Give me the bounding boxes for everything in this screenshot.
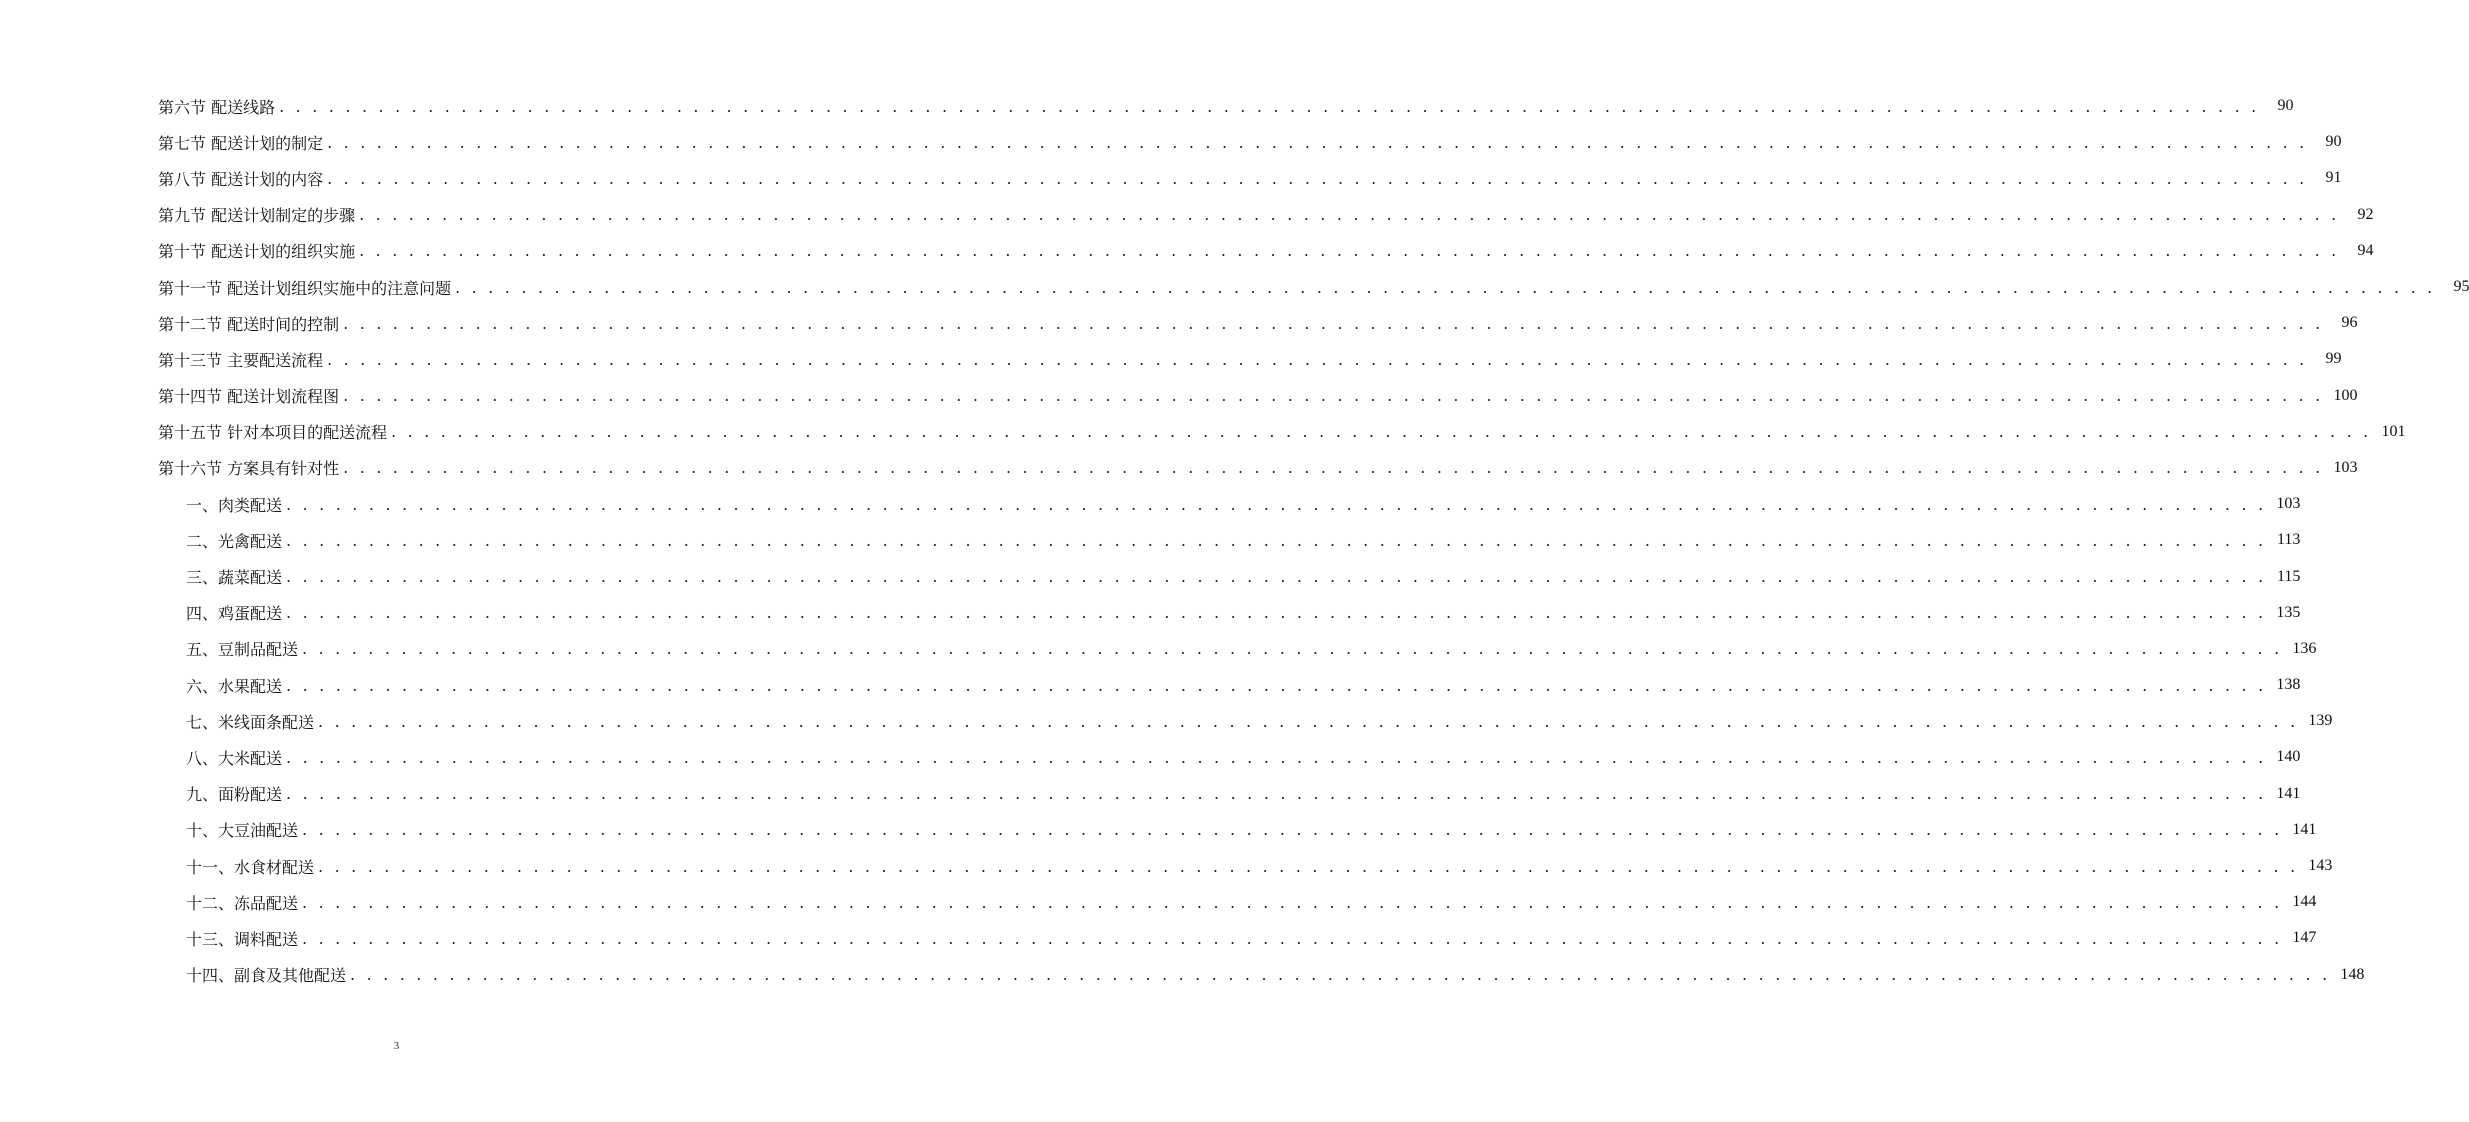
toc-entry-title: 第十五节 针对本项目的配送流程 bbox=[158, 420, 391, 443]
toc-entry[interactable] bbox=[0, 558, 2301, 594]
toc-entry-title: 五、豆制品配送 bbox=[186, 637, 302, 660]
toc-entry-title: 第十二节 配送时间的控制 bbox=[158, 312, 343, 335]
toc-entry[interactable] bbox=[0, 269, 2469, 305]
toc-entry[interactable] bbox=[0, 884, 2317, 920]
toc-entry-page: 147 bbox=[2292, 929, 2317, 947]
toc-leader-dots: . . . . . . . . . . . . . . . . . . . . . . . . . . . . . . . . . . . . . . . . . . . . . . . . . . . . . . . . . . . . . . . . . . . . . . . . . . . . . . . . . . . . . . . . . . . . . . . . . . . . . . . . . . . . . . . . . . . . . . . . bbox=[343, 313, 2324, 333]
toc-entry-page: 103 bbox=[2333, 458, 2358, 476]
toc-entry[interactable] bbox=[0, 378, 2358, 414]
toc-entry[interactable] bbox=[0, 776, 2301, 812]
toc-entry-title: 第八节 配送计划的内容 bbox=[158, 167, 327, 190]
toc-leader-dots: . . . . . . . . . . . . . . . . . . . . . . . . . . . . . . . . . . . . . . . . . . . . . . . . . . . . . . . . . . . . . . . . . . . . . . . . . . . . . . . . . . . . . . . . . . . . . . . . . . . . . . . . . . . . . . . . . . . . . . . . bbox=[318, 711, 2299, 731]
toc-entry-title: 第十四节 配送计划流程图 bbox=[158, 384, 343, 407]
toc-entry-title: 第十一节 配送计划组织实施中的注意问题 bbox=[158, 276, 455, 299]
toc-entry-page: 96 bbox=[2341, 314, 2358, 332]
toc-entry-title: 七、米线面条配送 bbox=[186, 710, 318, 733]
toc-entry[interactable] bbox=[0, 486, 2301, 522]
page-number: 3 bbox=[393, 1040, 400, 1052]
toc-entry[interactable] bbox=[0, 233, 2374, 269]
toc-entry-page: 139 bbox=[2308, 712, 2333, 730]
toc-entry-title: 第十节 配送计划的组织实施 bbox=[158, 239, 359, 262]
toc-entry-title: 第七节 配送计划的制定 bbox=[158, 131, 327, 154]
toc-entry-title: 第九节 配送计划制定的步骤 bbox=[158, 203, 359, 226]
toc-entry-page: 143 bbox=[2308, 857, 2333, 875]
toc-entry-page: 140 bbox=[2276, 748, 2301, 766]
toc-entry-page: 90 bbox=[2325, 133, 2342, 151]
toc-leader-dots: . . . . . . . . . . . . . . . . . . . . . . . . . . . . . . . . . . . . . . . . . . . . . . . . . . . . . . . . . . . . . . . . . . . . . . . . . . . . . . . . . . . . . . . . . . . . . . . . . . . . . . . . . . . . . . . . . . . . . . . . bbox=[286, 494, 2267, 514]
toc-entry-title: 十一、水食材配送 bbox=[186, 855, 318, 878]
toc-entry[interactable] bbox=[0, 124, 2342, 160]
toc-entry[interactable] bbox=[0, 957, 2365, 993]
toc-entry[interactable] bbox=[0, 812, 2317, 848]
toc-leader-dots: . . . . . . . . . . . . . . . . . . . . . . . . . . . . . . . . . . . . . . . . . . . . . . . . . . . . . . . . . . . . . . . . . . . . . . . . . . . . . . . . . . . . . . . . . . . . . . . . . . . . . . . . . . . . . . . . . . . . . . . . bbox=[302, 820, 2283, 840]
toc-leader-dots: . . . . . . . . . . . . . . . . . . . . . . . . . . . . . . . . . . . . . . . . . . . . . . . . . . . . . . . . . . . . . . . . . . . . . . . . . . . . . . . . . . . . . . . . . . . . . . . . . . . . . . . . . . . . . . . . . . . . . . . . bbox=[286, 675, 2267, 695]
toc-leader-dots: . . . . . . . . . . . . . . . . . . . . . . . . . . . . . . . . . . . . . . . . . . . . . . . . . . . . . . . . . . . . . . . . . . . . . . . . . . . . . . . . . . . . . . . . . . . . . . . . . . . . . . . . . . . . . . . . . . . . . . . . bbox=[286, 784, 2267, 804]
toc-leader-dots: . . . . . . . . . . . . . . . . . . . . . . . . . . . . . . . . . . . . . . . . . . . . . . . . . . . . . . . . . . . . . . . . . . . . . . . . . . . . . . . . . . . . . . . . . . . . . . . . . . . . . . . . . . . . . . . . . . . . . . . . bbox=[302, 928, 2283, 948]
toc-entry[interactable] bbox=[0, 197, 2374, 233]
toc-entry[interactable] bbox=[0, 920, 2317, 956]
toc-entry-page: 138 bbox=[2276, 676, 2301, 694]
toc-entry-title: 第十三节 主要配送流程 bbox=[158, 348, 327, 371]
toc-entry-page: 141 bbox=[2292, 820, 2317, 838]
toc-entry-title: 三、蔬菜配送 bbox=[186, 565, 286, 588]
toc-leader-dots: . . . . . . . . . . . . . . . . . . . . . . . . . . . . . . . . . . . . . . . . . . . . . . . . . . . . . . . . . . . . . . . . . . . . . . . . . . . . . . . . . . . . . . . . . . . . . . . . . . . . . . . . . . . . . . . . . . . . . . . . bbox=[286, 747, 2267, 767]
toc-entry-page: 135 bbox=[2276, 603, 2301, 621]
toc-entry[interactable] bbox=[0, 305, 2358, 341]
toc-leader-dots: . . . . . . . . . . . . . . . . . . . . . . . . . . . . . . . . . . . . . . . . . . . . . . . . . . . . . . . . . . . . . . . . . . . . . . . . . . . . . . . . . . . . . . . . . . . . . . . . . . . . . . . . . . . . . . . . . . . . . . . . bbox=[391, 422, 2372, 442]
toc-entry-title: 十、大豆油配送 bbox=[186, 818, 302, 841]
toc-entry-title: 一、肉类配送 bbox=[186, 493, 286, 516]
toc-entry-title: 二、光禽配送 bbox=[186, 529, 286, 552]
toc-entry-page: 90 bbox=[2277, 97, 2294, 115]
toc-entry[interactable] bbox=[0, 522, 2301, 558]
toc-entry-page: 99 bbox=[2325, 350, 2342, 368]
toc-entry-page: 144 bbox=[2292, 893, 2317, 911]
toc-entry-title: 十三、调料配送 bbox=[186, 927, 302, 950]
table-of-contents bbox=[0, 88, 2469, 993]
toc-leader-dots: . . . . . . . . . . . . . . . . . . . . . . . . . . . . . . . . . . . . . . . . . . . . . . . . . . . . . . . . . . . . . . . . . . . . . . . . . . . . . . . . . . . . . . . . . . . . . . . . . . . . . . . . . . . . . . . . . . . . . . . . bbox=[327, 168, 2308, 188]
toc-entry-title: 四、鸡蛋配送 bbox=[186, 601, 286, 624]
toc-leader-dots: . . . . . . . . . . . . . . . . . . . . . . . . . . . . . . . . . . . . . . . . . . . . . . . . . . . . . . . . . . . . . . . . . . . . . . . . . . . . . . . . . . . . . . . . . . . . . . . . . . . . . . . . . . . . . . . . . . . . . . . . bbox=[359, 241, 2340, 261]
toc-entry[interactable] bbox=[0, 631, 2317, 667]
toc-entry-page: 95 bbox=[2453, 278, 2469, 296]
toc-entry-page: 100 bbox=[2333, 386, 2358, 404]
toc-leader-dots: . . . . . . . . . . . . . . . . . . . . . . . . . . . . . . . . . . . . . . . . . . . . . . . . . . . . . . . . . . . . . . . . . . . . . . . . . . . . . . . . . . . . . . . . . . . . . . . . . . . . . . . . . . . . . . . . . . . . . . . . bbox=[343, 386, 2324, 406]
toc-entry[interactable] bbox=[0, 160, 2342, 196]
toc-leader-dots: . . . . . . . . . . . . . . . . . . . . . . . . . . . . . . . . . . . . . . . . . . . . . . . . . . . . . . . . . . . . . . . . . . . . . . . . . . . . . . . . . . . . . . . . . . . . . . . . . . . . . . . . . . . . . . . . . . . . . . . . bbox=[286, 603, 2267, 623]
toc-entry[interactable] bbox=[0, 739, 2301, 775]
toc-entry-page: 136 bbox=[2292, 639, 2317, 657]
toc-entry-page: 94 bbox=[2357, 241, 2374, 259]
toc-entry[interactable] bbox=[0, 414, 2406, 450]
toc-entry-page: 91 bbox=[2325, 169, 2342, 187]
toc-leader-dots: . . . . . . . . . . . . . . . . . . . . . . . . . . . . . . . . . . . . . . . . . . . . . . . . . . . . . . . . . . . . . . . . . . . . . . . . . . . . . . . . . . . . . . . . . . . . . . . . . . . . . . . . . . . . . . . . . . . . . . . . bbox=[359, 205, 2340, 225]
toc-entry[interactable] bbox=[0, 667, 2301, 703]
toc-entry-title: 第十六节 方案具有针对性 bbox=[158, 456, 343, 479]
toc-entry-title: 八、大米配送 bbox=[186, 746, 286, 769]
toc-leader-dots: . . . . . . . . . . . . . . . . . . . . . . . . . . . . . . . . . . . . . . . . . . . . . . . . . . . . . . . . . . . . . . . . . . . . . . . . . . . . . . . . . . . . . . . . . . . . . . . . . . . . . . . . . . . . . . . . . . . . . . . . bbox=[350, 965, 2331, 985]
toc-leader-dots: . . . . . . . . . . . . . . . . . . . . . . . . . . . . . . . . . . . . . . . . . . . . . . . . . . . . . . . . . . . . . . . . . . . . . . . . . . . . . . . . . . . . . . . . . . . . . . . . . . . . . . . . . . . . . . . . . . . . . . . . bbox=[318, 856, 2299, 876]
toc-leader-dots: . . . . . . . . . . . . . . . . . . . . . . . . . . . . . . . . . . . . . . . . . . . . . . . . . . . . . . . . . . . . . . . . . . . . . . . . . . . . . . . . . . . . . . . . . . . . . . . . . . . . . . . . . . . . . . . . . . . . . . . . bbox=[286, 530, 2267, 550]
toc-leader-dots: . . . . . . . . . . . . . . . . . . . . . . . . . . . . . . . . . . . . . . . . . . . . . . . . . . . . . . . . . . . . . . . . . . . . . . . . . . . . . . . . . . . . . . . . . . . . . . . . . . . . . . . . . . . . . . . . . . . . . . . . bbox=[343, 458, 2324, 478]
toc-entry[interactable] bbox=[0, 703, 2333, 739]
toc-entry[interactable] bbox=[0, 595, 2301, 631]
toc-entry-page: 115 bbox=[2276, 567, 2301, 585]
toc-leader-dots: . . . . . . . . . . . . . . . . . . . . . . . . . . . . . . . . . . . . . . . . . . . . . . . . . . . . . . . . . . . . . . . . . . . . . . . . . . . . . . . . . . . . . . . . . . . . . . . . . . . . . . . . . . . . . . . . . . . . . . . . bbox=[279, 96, 2260, 116]
toc-entry-page: 148 bbox=[2340, 965, 2365, 983]
toc-entry[interactable] bbox=[0, 341, 2342, 377]
toc-entry-page: 103 bbox=[2276, 495, 2301, 513]
toc-entry[interactable] bbox=[0, 88, 2294, 124]
toc-entry-page: 92 bbox=[2357, 205, 2374, 223]
toc-entry-title: 十二、冻品配送 bbox=[186, 891, 302, 914]
toc-entry-title: 九、面粉配送 bbox=[186, 782, 286, 805]
toc-entry[interactable] bbox=[0, 848, 2333, 884]
toc-leader-dots: . . . . . . . . . . . . . . . . . . . . . . . . . . . . . . . . . . . . . . . . . . . . . . . . . . . . . . . . . . . . . . . . . . . . . . . . . . . . . . . . . . . . . . . . . . . . . . . . . . . . . . . . . . . . . . . . . . . . . . . . bbox=[302, 892, 2283, 912]
toc-entry[interactable] bbox=[0, 450, 2358, 486]
toc-leader-dots: . . . . . . . . . . . . . . . . . . . . . . . . . . . . . . . . . . . . . . . . . . . . . . . . . . . . . . . . . . . . . . . . . . . . . . . . . . . . . . . . . . . . . . . . . . . . . . . . . . . . . . . . . . . . . . . . . . . . . . . . bbox=[327, 132, 2308, 152]
toc-entry-title: 十四、副食及其他配送 bbox=[186, 963, 350, 986]
toc-entry-page: 101 bbox=[2381, 422, 2406, 440]
toc-entry-page: 141 bbox=[2276, 784, 2301, 802]
toc-entry-page: 113 bbox=[2276, 531, 2301, 549]
toc-entry-title: 六、水果配送 bbox=[186, 674, 286, 697]
toc-leader-dots: . . . . . . . . . . . . . . . . . . . . . . . . . . . . . . . . . . . . . . . . . . . . . . . . . . . . . . . . . . . . . . . . . . . . . . . . . . . . . . . . . . . . . . . . . . . . . . . . . . . . . . . . . . . . . . . . . . . . . . . . bbox=[302, 639, 2283, 659]
toc-leader-dots: . . . . . . . . . . . . . . . . . . . . . . . . . . . . . . . . . . . . . . . . . . . . . . . . . . . . . . . . . . . . . . . . . . . . . . . . . . . . . . . . . . . . . . . . . . . . . . . . . . . . . . . . . . . . . . . . . . . . . . . . bbox=[286, 567, 2267, 587]
toc-leader-dots: . . . . . . . . . . . . . . . . . . . . . . . . . . . . . . . . . . . . . . . . . . . . . . . . . . . . . . . . . . . . . . . . . . . . . . . . . . . . . . . . . . . . . . . . . . . . . . . . . . . . . . . . . . . . . . . . . . . . . . . . bbox=[327, 349, 2308, 369]
toc-leader-dots: . . . . . . . . . . . . . . . . . . . . . . . . . . . . . . . . . . . . . . . . . . . . . . . . . . . . . . . . . . . . . . . . . . . . . . . . . . . . . . . . . . . . . . . . . . . . . . . . . . . . . . . . . . . . . . . . . . . . . . . . bbox=[455, 277, 2436, 297]
toc-entry-title: 第六节 配送线路 bbox=[158, 95, 279, 118]
